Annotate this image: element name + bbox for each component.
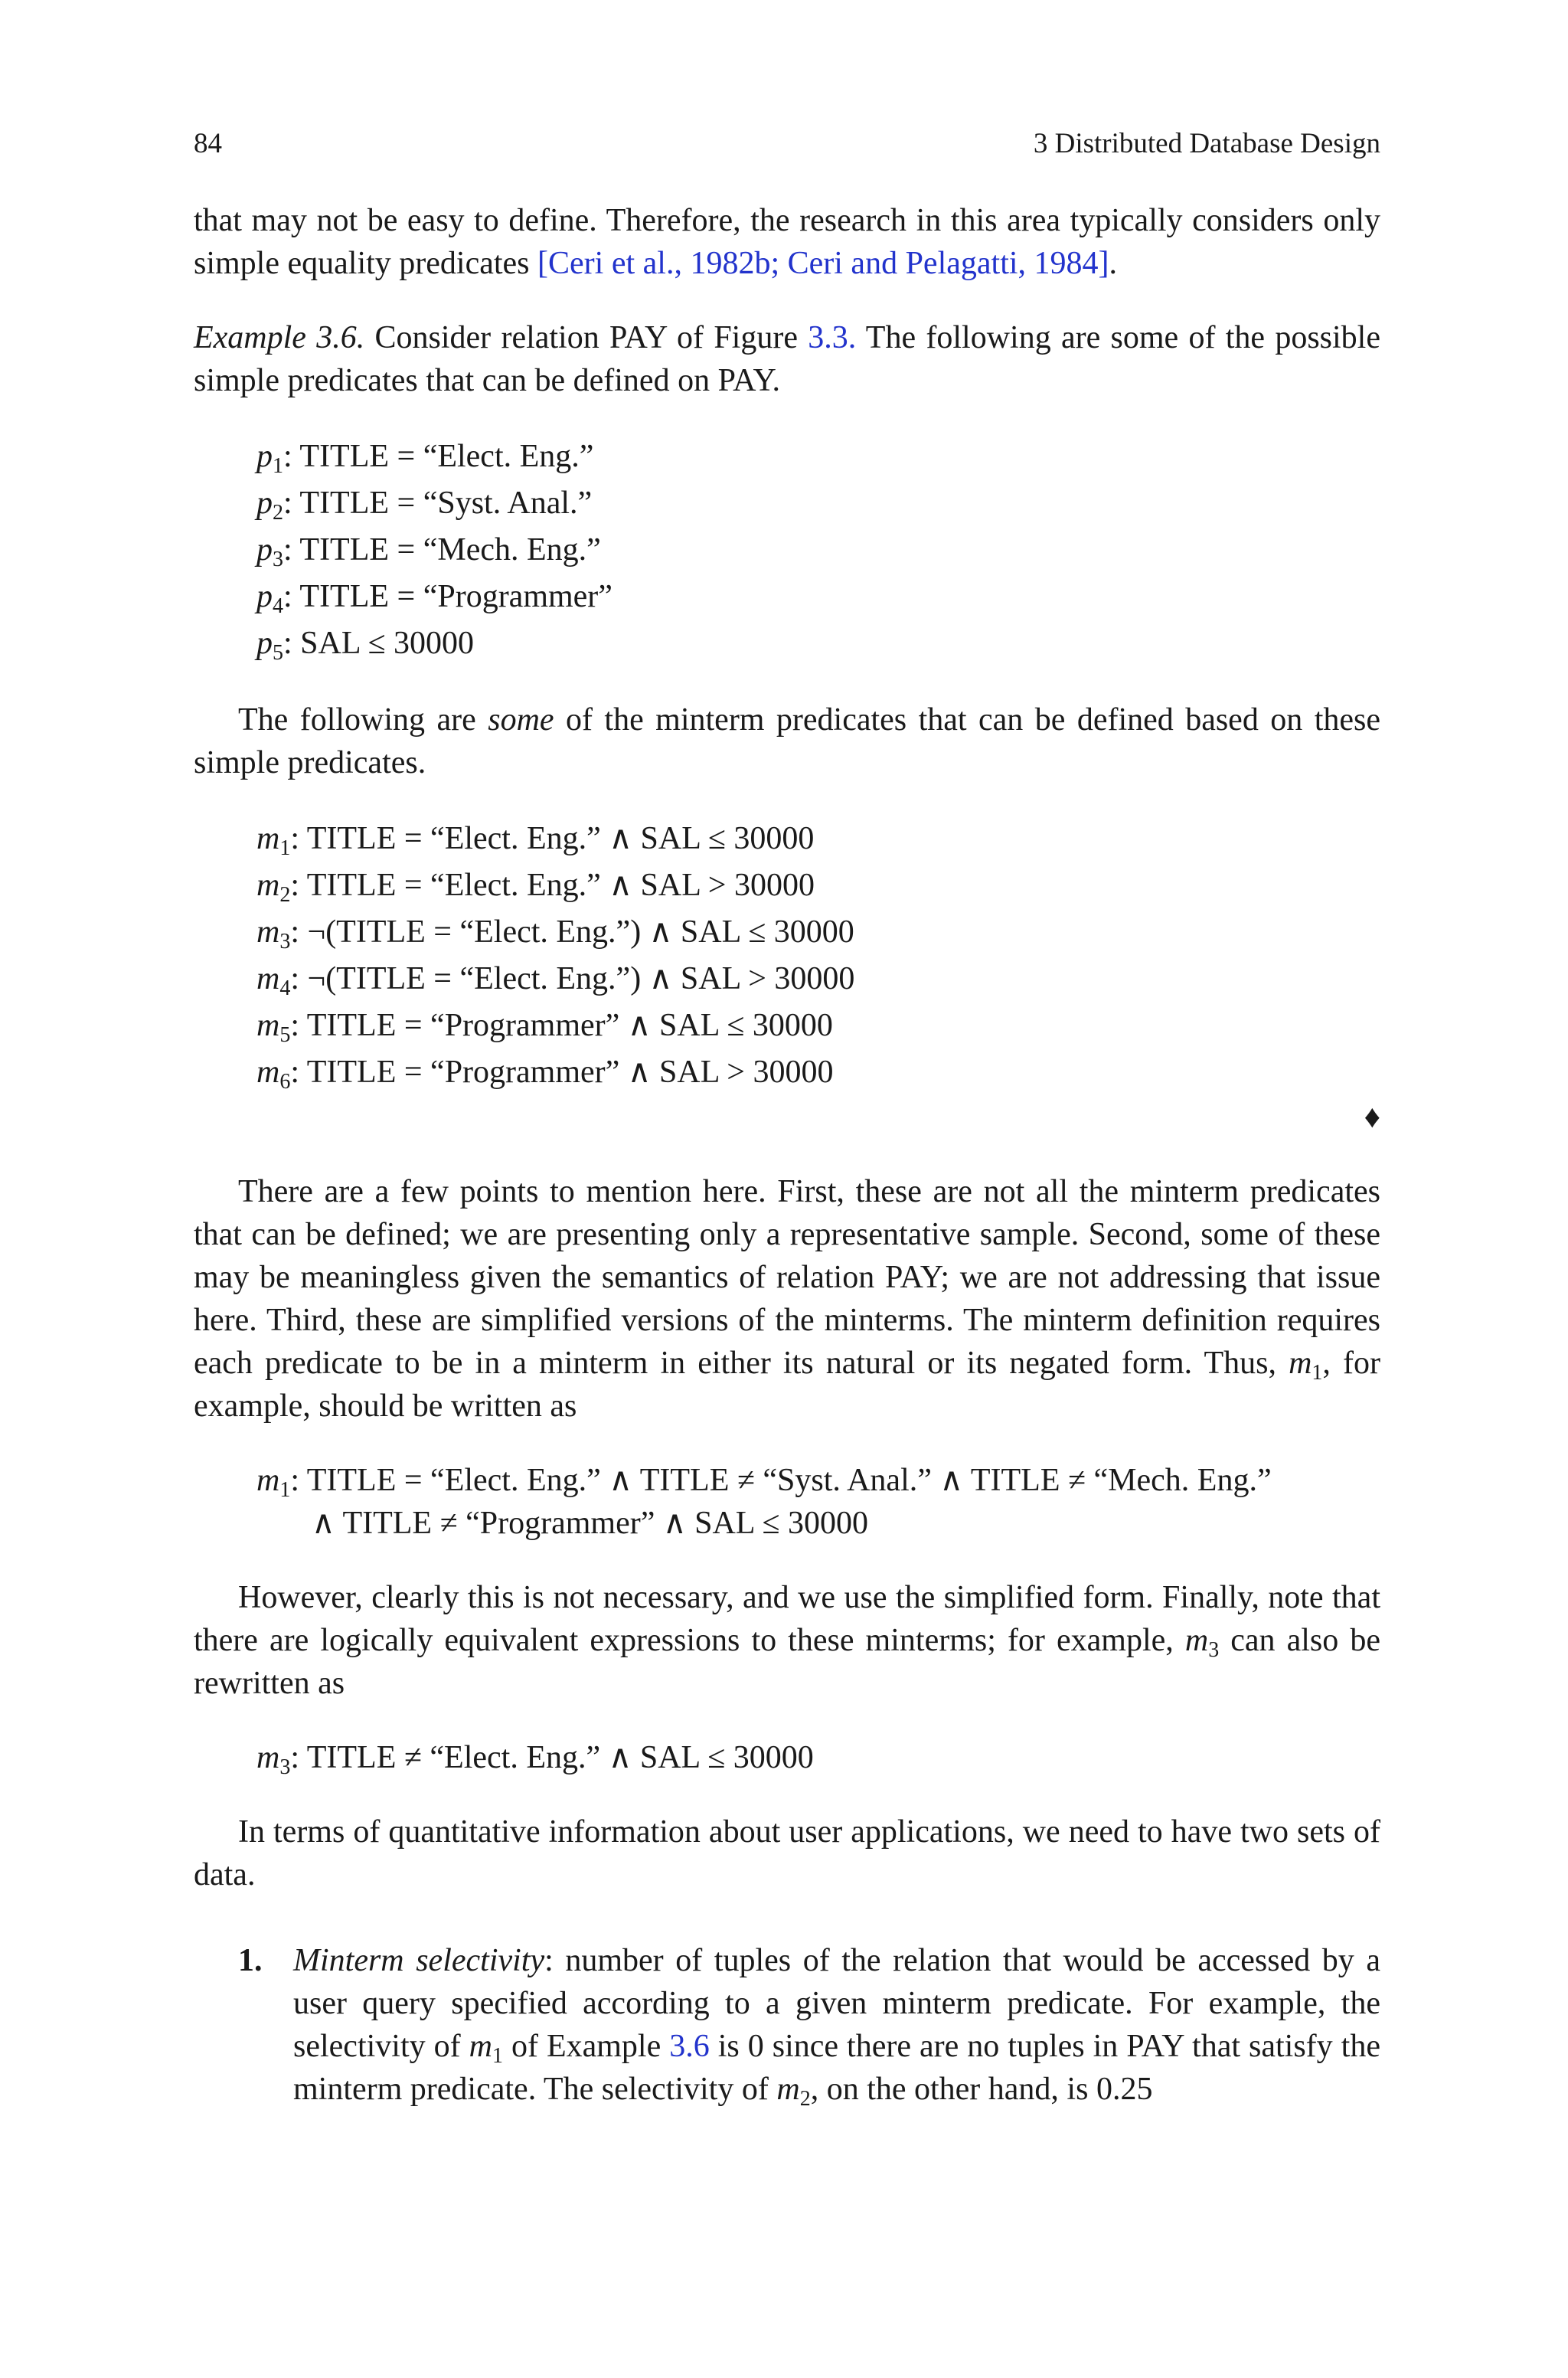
simple-predicate: $p_2$: TITLE = “Syst. Anal.” [256, 486, 593, 525]
simple-predicate-list [256, 433, 1380, 667]
example-link[interactable]: 3.6 [669, 2029, 710, 2064]
page-number: 84 [194, 128, 222, 159]
page-body [194, 199, 1380, 2111]
minterm-predicate: $m_1$: TITLE = “Elect. Eng.” ∧ SAL ≤ 30000 [256, 821, 815, 860]
running-header [194, 123, 1380, 165]
citation-link[interactable]: [Ceri et al., 1982b; Ceri and Pelagatti, 1984] [537, 246, 1109, 281]
intro-paragraph: that may not be easy to define. Therefore, the research in this area typically considers only simple equality predicates [Ceri et al., 1982b; Ceri and Pelagatti, 1984]. [194, 203, 1380, 281]
example-label: Example 3.6. [194, 320, 365, 355]
minterm-list [256, 816, 1380, 1096]
figure-link[interactable]: 3.3. [808, 320, 857, 355]
minterm-predicate: $m_6$: TITLE = “Programmer” ∧ SAL > 30000 [256, 1055, 834, 1094]
minterm-predicate: $m_3$: ¬(TITLE = “Elect. Eng.”) ∧ SAL ≤ 30000 [256, 914, 854, 953]
minterm-predicate: $m_2$: TITLE = “Elect. Eng.” ∧ SAL > 30000 [256, 868, 815, 907]
simple-predicate: $p_1$: TITLE = “Elect. Eng.” [256, 439, 594, 478]
end-of-example-icon: ♦ [1364, 1100, 1380, 1135]
chapter-title: 3 Distributed Database Design [1033, 128, 1380, 159]
example-paragraph: Example 3.6. Consider relation PAY of Figure 3.3. The following are some of the possible simple predicates that can be defined on PAY. [194, 320, 1380, 398]
following-paragraph: The following are some of the minterm predicates that can be defined based on these simple predicates. [194, 702, 1380, 780]
list-item: 1. Minterm selectivity: number of tuples of the relation that would be accessed by a user query specified according to a given minterm predicate. For example, the selectivity of $m_1$ of Example 3.6 is 0 since there are no tuples in PAY that satisfy the minterm predicate. The selectivity of $m_2$, on the other hand, is 0.25 [194, 1939, 1380, 2111]
minterm-predicate: $m_4$: ¬(TITLE = “Elect. Eng.”) ∧ SAL > 30000 [256, 961, 855, 1000]
simple-predicate: $p_3$: TITLE = “Mech. Eng.” [256, 532, 601, 571]
rewritten-minterm: $m_3$: TITLE ≠ “Elect. Eng.” ∧ SAL ≤ 30000 [256, 1740, 814, 1779]
simple-predicate: $p_5$: SAL ≤ 30000 [256, 626, 475, 665]
term-label: Minterm selectivity [293, 1943, 545, 1978]
full-minterm-expression: $m_1$: TITLE = “Elect. Eng.” ∧ TITLE ≠ “Syst. Anal.” ∧ TITLE ≠ “Mech. Eng.” ∧ TITLE ≠ “Programmer” ∧ SAL ≤ 30000 [256, 1463, 1272, 1541]
however-paragraph: However, clearly this is not necessary, and we use the simplified form. Finally, note that there are logically equivalent expressions to these minterms; for example, $m_3$ can also be rewritten as [194, 1580, 1380, 1701]
points-paragraph: There are a few points to mention here. First, these are not all the minterm predicates that can be defined; we are presenting only a representative sample. Second, some of these may be meaningless given the semantics of relation PAY; we are not addressing that issue here. Third, these are simplified versions of the minterms. The minterm definition requires each predicate to be in a minterm in either its natural or its negated form. Thus, $m_1$, for example, should be written as [194, 1174, 1380, 1424]
minterm-predicate: $m_5$: TITLE = “Programmer” ∧ SAL ≤ 30000 [256, 1008, 833, 1047]
terms-paragraph: In terms of quantitative information about user applications, we need to have two sets of data. [194, 1814, 1380, 1892]
list-number: 1. [238, 1943, 263, 1978]
simple-predicate: $p_4$: TITLE = “Programmer” [256, 579, 612, 618]
